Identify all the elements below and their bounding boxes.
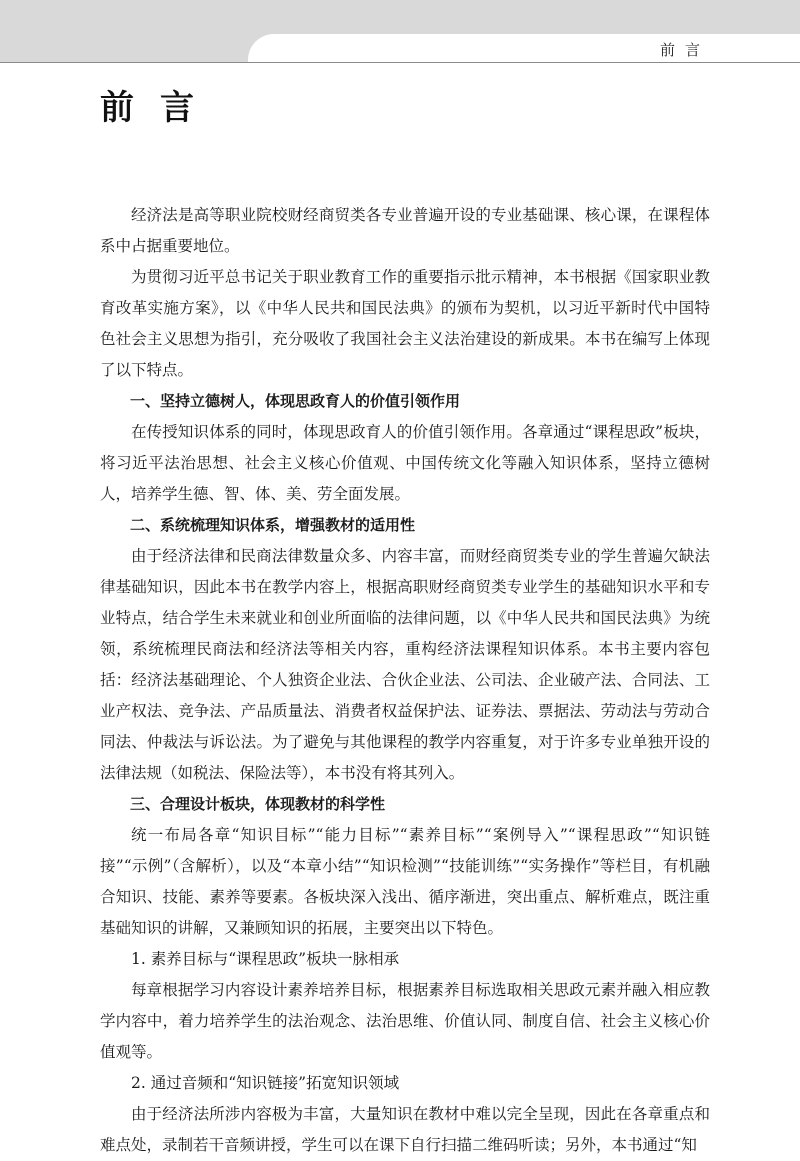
paragraph: 在传授知识体系的同时，体现思政育人的价值引领作用。各章通过“课程思政”板块，将习近平法治思想、社会主义核心价值观、中国传统文化等融入知识体系，坚持立德树人，培养学生德、智、体、美、劳全面发展。 bbox=[100, 423, 710, 503]
paragraph: 由于经济法所涉内容极为丰富，大量知识在教材中难以完全呈现，因此在各章重点和难点处，录制若干音频讲授，学生可以在课下自行扫描二维码听读；另外，本书通过“知 bbox=[100, 1105, 710, 1154]
paragraph: 由于经济法律和民商法律数量众多、内容丰富，而财经商贸类专业的学生普遍欠缺法律基础知识，因此本书在教学内容上，根据高职财经商贸类专业学生的基础知识水平和专业特点，结合学生未来就业和创业所面临的法律问题，以《中华人民共和国民法典》为统领，系统梳理民商法和经济法等相关内容，重构经济法课程知识体系。本书主要内容包括：经济法基础理论、个人独资企业法、合伙企业法、公司法、企业破产法、合同法、工业产权法、竞争法、产品质量法、消费者权益保护法、证券法、票据法、劳动法与劳动合同法、仲裁法与诉讼法。为了避免与其他课程的教学内容重复，对于许多专业单独开设的法律法规（如税法、保险法等），本书没有将其列入。 bbox=[100, 547, 710, 782]
section-heading: 二、系统梳理知识体系，增强教材的适用性 bbox=[130, 516, 416, 534]
page-title: 前言 bbox=[100, 88, 220, 128]
section-heading: 一、坚持立德树人，体现思政育人的价值引领作用 bbox=[130, 392, 461, 410]
subsection-heading: 2. 通过音频和“知识链接”拓宽知识领域 bbox=[131, 1074, 400, 1092]
header-tab bbox=[248, 34, 800, 62]
subsection-heading: 1. 素养目标与“课程思政”板块一脉相承 bbox=[131, 950, 400, 968]
header-rule bbox=[0, 62, 800, 63]
section-heading: 三、合理设计板块，体现教材的科学性 bbox=[130, 795, 386, 813]
body-text bbox=[100, 200, 710, 1161]
paragraph: 每章根据学习内容设计素养培养目标，根据素养目标选取相关思政元素并融入相应教学内容中，着力培养学生的法治观念、法治思维、价值认同、制度自信、社会主义核心价值观等。 bbox=[100, 981, 710, 1061]
paragraph: 统一布局各章“知识目标”“能力目标”“素养目标”“案例导入”“课程思政”“知识链接”“示例”（含解析），以及“本章小结”“知识检测”“技能训练”“实务操作”等栏目，有机融合知识、技能、素养等要素。各板块深入浅出、循序渐进，突出重点、解析难点，既注重基础知识的讲解，又兼顾知识的拓展，主要突出以下特色。 bbox=[100, 826, 710, 937]
paragraph: 为贯彻习近平总书记关于职业教育工作的重要指示批示精神，本书根据《国家职业教育改革实施方案》，以《中华人民共和国民法典》的颁布为契机，以习近平新时代中国特色社会主义思想为指引，充分吸收了我国社会主义法治建设的新成果。本书在编写上体现了以下特点。 bbox=[100, 268, 710, 379]
running-header: 前言 bbox=[659, 41, 710, 59]
paragraph: 经济法是高等职业院校财经商贸类各专业普遍开设的专业基础课、核心课，在课程体系中占据重要地位。 bbox=[100, 206, 710, 255]
